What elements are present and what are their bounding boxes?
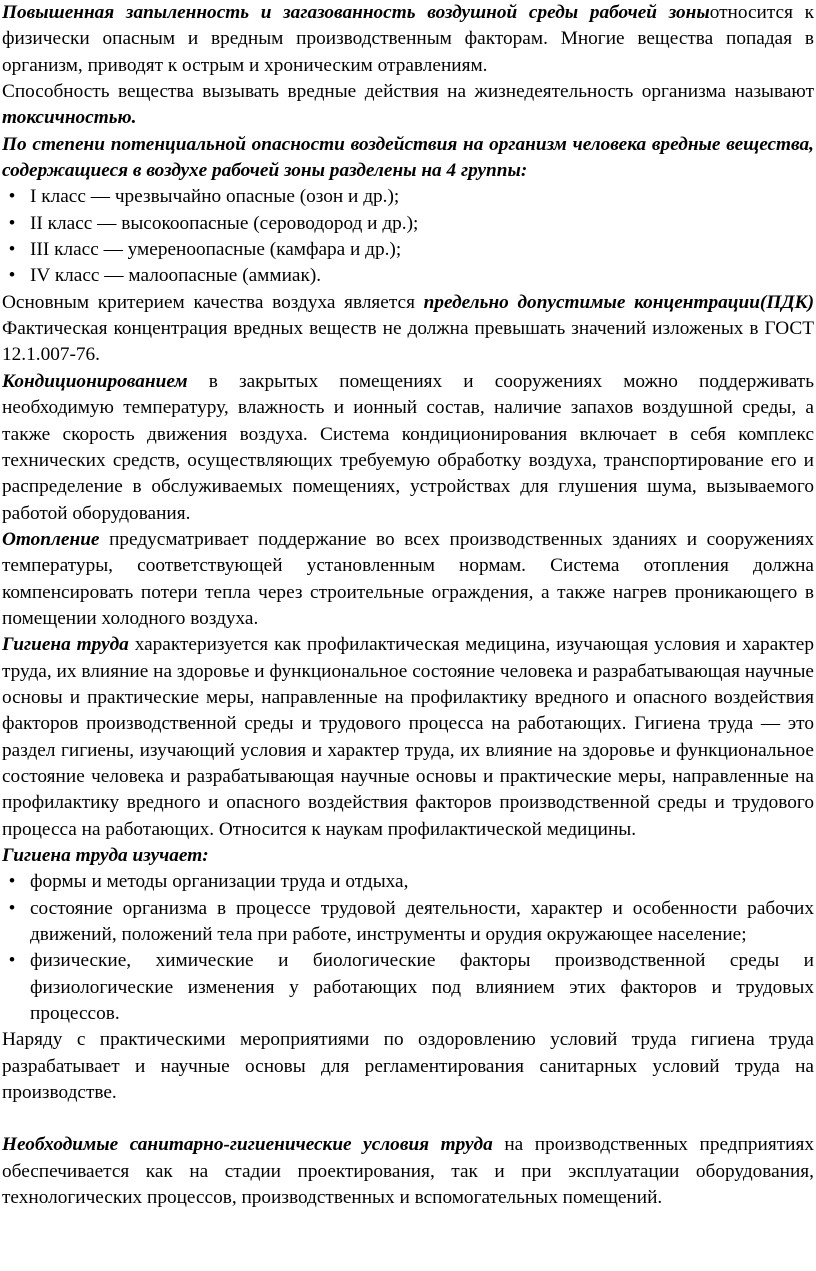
paragraph-hazard-groups	[2, 132, 814, 185]
list-item	[2, 237, 814, 263]
list-item	[2, 869, 814, 895]
paragraph-spacer	[2, 1106, 814, 1132]
bullet-icon: •	[8, 871, 16, 893]
paragraph-text: характеризуется как профилактическая медицина, изучающая условия и характер труда, их влияние на здоровье и функциональное состояние человека и разрабатывающая научные основы и практические меры, направленные на профилактику вредного и опасного воздействия факторов производственной среды и трудового процесса на работающих. Гигиена труда — это раздел гигиены, изучающий условия и характер труда, их влияние на здоровье и функциональное состояние человека и разрабатывающая научные основы и практические меры, направленные на профилактику вредного и опасного воздействия факторов производственной среды и трудового процесса на работающих. Относится к наукам профилактической медицины.	[2, 634, 814, 840]
term-dust-gas: Повышенная запыленность и загазованность воздушной среды рабочей зоны	[2, 2, 710, 23]
bullet-icon: •	[8, 950, 16, 972]
paragraph-text: в закрытых помещениях и сооружениях можно поддерживать необходимую температуру, влажность и ионный состав, наличие запахов воздушной среды, а также скорость движения воздуха. Система кондиционирования включает в себя комплекс технических средств, осуществляющих требуемую обработку воздуха, транспортирование его и распределение в обслуживаемых помещениях, устройствах для глушения шума, вызываемого работой оборудования.	[2, 370, 814, 524]
paragraph-dust-gas	[2, 0, 814, 79]
paragraph-conditioning	[2, 369, 814, 527]
term-heating: Отопление	[2, 528, 100, 550]
bullet-icon: •	[8, 897, 16, 919]
hazard-class-list	[2, 184, 814, 289]
hygiene-studies-list	[2, 869, 814, 1027]
list-item	[2, 896, 814, 949]
paragraph-labor-hygiene	[2, 632, 814, 843]
heading-hygiene-studies: Гигиена труда изучает:	[2, 845, 209, 866]
list-item-text: состояние организма в процессе трудовой деятельности, характер и особенности рабочих движений, положений тела при работе, инструменты и орудия окружающее население;	[30, 897, 814, 946]
paragraph-text: на производственных предприятиях обеспечивается как на стадии проектирования, так и при эксплуатации оборудования, технологических процессов, производственных и вспомогательных помещений.	[2, 1134, 814, 1209]
list-item-text: III класс — умереноопасные (камфара и др.);	[30, 239, 402, 261]
paragraph-sanitary-conditions	[2, 1132, 814, 1211]
list-item-text: I класс — чрезвычайно опасные (озон и др.);	[30, 186, 400, 208]
paragraph-regulation	[2, 1027, 814, 1106]
list-item	[2, 263, 814, 289]
bullet-icon: •	[8, 212, 16, 234]
bullet-icon: •	[8, 186, 16, 208]
term-labor-hygiene: Гигиена труда	[2, 634, 129, 656]
list-item-text: IV класс — малоопасные (аммиак).	[30, 265, 322, 287]
bullet-icon: •	[8, 265, 16, 287]
paragraph-text: Основным критерием качества воздуха является	[2, 291, 424, 313]
paragraph-heating	[2, 527, 814, 632]
paragraph-hygiene-studies	[2, 843, 814, 869]
paragraph-text: предусматривает поддержание во всех производственных зданиях и сооружениях температуры, соответствующей установленным нормам. Система отопления должна компенсировать потери тепла через строительные ограждения, а также нагрев проникающего в помещении холодного воздуха.	[2, 528, 814, 629]
list-item	[2, 184, 814, 210]
paragraph-text: Фактическая концентрация вредных веществ не должна превышать значений изложеных в ГОСТ 12.1.007-76.	[2, 318, 814, 366]
paragraph-text: относится к физически опасным и вредным производственным факторам. Многие вещества попадая в организм, приводят к острым и хроническим отравлениям.	[2, 2, 814, 76]
term-toxicity: токсичностью.	[2, 107, 137, 129]
list-item	[2, 211, 814, 237]
list-item-text: II класс — высокоопасные (сероводород и др.);	[30, 212, 419, 234]
term-pdk: предельно допустимые концентрации(ПДК)	[423, 291, 814, 313]
paragraph-pdk	[2, 290, 814, 369]
list-item	[2, 948, 814, 1027]
term-conditioning: Кондиционированием	[2, 370, 188, 392]
paragraph-toxicity	[2, 79, 814, 132]
list-item-text: формы и методы организации труда и отдыха,	[30, 871, 409, 893]
term-sanitary-conditions: Необходимые санитарно-гигиенические условия труда	[2, 1134, 493, 1156]
bullet-icon: •	[8, 239, 16, 261]
paragraph-text: Способность вещества вызывать вредные действия на жизнедеятельность организма называют	[2, 81, 814, 103]
list-item-text: физические, химические и биологические факторы производственной среды и физиологические изменения у работающих под влиянием этих факторов и трудовых процессов.	[30, 950, 814, 1025]
heading-hazard-groups: По степени потенциальной опасности воздействия на организм человека вредные вещества, содержащиеся в воздухе рабочей зоны разделены на 4 группы:	[2, 133, 814, 182]
paragraph-text: Наряду с практическими мероприятиями по оздоровлению условий труда гигиена труда разрабатывает и научные основы для регламентирования санитарных условий труда на производстве.	[2, 1029, 814, 1104]
